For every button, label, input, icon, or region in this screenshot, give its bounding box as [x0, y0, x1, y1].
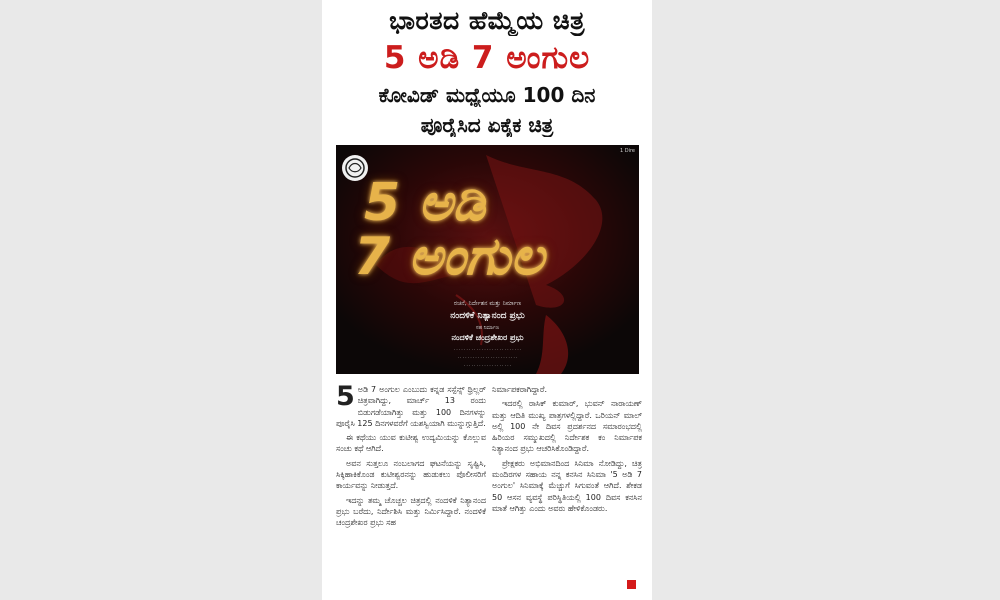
article-paragraph: 5 ಅಡಿ 7 ಅಂಗುಲ ಎಂಬುದು ಕನ್ನಡ ಸಸ್ಪೆನ್ಸ್ ಥ್ರಿಲ್ಲರ್ ಚಿತ್ರವಾಗಿದ್ದು, ಮಾರ್ಚ್ 13 ರಂದು ಬಿಡುಗಡೆಯಾಗಿತ್ತು ಮತ್ತು 100 ದಿನಗಳನ್ನು ಪೂರೈಸಿ 125 ದಿನಗಳವರೆಗೆ ಯಶಸ್ವಿಯಾಗಿ ಮುನ್ನುಗ್ಗುತ್ತಿದೆ. [336, 381, 486, 428]
headline-subtitle-line1: ಕೋವಿಡ್ ಮಧ್ಯೆಯೂ 100 ದಿನ [378, 83, 596, 107]
headline-title: 5 ಅಡಿ 7 ಅಂಗುಲ [383, 40, 591, 76]
drop-cap: 5 [336, 381, 355, 412]
poster-coproducer-name: ನಂದಳಿಕೆ ಚಂದ್ರಶೇಖರ ಪ್ರಭು [451, 333, 524, 342]
poster-coproducer-label: ಸಹ ನಿರ್ಮಾಣ [475, 325, 500, 331]
article-paragraph: ಅವನ ಸುತ್ತಲೂ ನಂಬಲಾಗದ ಘಟನೆಯನ್ನು ಸೃಷ್ಟಿಸಿ, ಸಿಕ್ಕಿಹಾಕಿಕೊಂಡ ಕುಟೀಶ್ವರನನ್ನು ಹುಡುಕಲು ಪೊಲೀಸರಿಗೆ ಕಾರ್ಯವನ್ನು ನೀಡುತ್ತದೆ. [336, 458, 486, 491]
article-paragraph: ನಿರ್ಮಾಪಕರಾಗಿದ್ದಾರೆ. [492, 385, 547, 394]
article-end-mark [627, 580, 636, 589]
poster-corner-text: 1 Dire [619, 148, 635, 154]
poster-fine-credits: · · · · · · · · · · · · · · · · · · · · · · · · [457, 355, 518, 360]
article-column-left [336, 381, 486, 532]
article-paragraph: ಪ್ರೇಕ್ಷಕರು ಅಭಿಮಾನದಿಂದ ಸಿನಿಮಾ ನೋಡಿದ್ದು, ಚಿತ್ರ ಮಂದಿರಗಳ ಸಹಾಯ ನನ್ನ ಕನಸಿನ ಸಿನಿಮಾ '5 ಅಡಿ 7 ಅಂಗುಲ' ಸಿನಿಮಾಕ್ಕೆ ಮೆಚ್ಚುಗೆ ಸಿಗುವಂತೆ ಆಗಿದೆ. ಶೇಕಡ 50 ಆಸನ ವ್ಯವಸ್ಥೆ ಪರಿಸ್ಥಿತಿಯಲ್ಲಿ 100 ದಿವಸ ಕನಸಿನ ಮಾತೆ ಆಗಿತ್ತು ಎಂದು ಅವರು ಹೇಳಿಕೊಂಡರು. [492, 458, 642, 513]
poster-fine-credits: · · · · · · · · · · · · · · · · · · · · · · · · · · · [453, 347, 522, 352]
poster-director-name: ನಂದಳಿಕೆ ನಿತ್ಯಾನಂದ ಪ್ರಭು [450, 311, 525, 321]
movie-poster-image [336, 145, 639, 374]
poster-title-line2: 7 ಅಂಗುಲ [354, 227, 544, 287]
headline-subtitle-line2: ಪೂರೈಸಿದ ಏಕೈಕ ಚಿತ್ರ [420, 113, 554, 137]
article-column-right [492, 384, 642, 517]
poster-title-line1: 5 ಅಡಿ [364, 173, 486, 233]
article-paragraph: ಇದರಲ್ಲಿ ರಾಸಿಕ್ ಕುಮಾರ್, ಭುವನ್ ನಾರಾಯಣ್ ಮತ್ತು ಆದಿತಿ ಮುಖ್ಯ ಪಾತ್ರಗಳಲ್ಲಿದ್ದಾರೆ. ಒರಿಯನ್ ಮಾಲ್ ಅಲ್ಲಿ 100 ನೇ ದಿವಸ ಪ್ರದರ್ಶನದ ಸಮಾರಂಭದಲ್ಲಿ ಹಿರಿಯರ ಸಮ್ಮುಖದಲ್ಲಿ ನಿರ್ದೇಶಕ ಕಂ ನಿರ್ಮಾಪಕ ನಿತ್ಯಾನಂದ ಪ್ರಭು ಆಚರಿಸಿಕೊಂಡಿದ್ದಾರೆ. [492, 399, 642, 454]
newspaper-clipping [322, 0, 652, 600]
article-paragraph: ಇದನ್ನು ತಮ್ಮ ಚೊಚ್ಚಲ ಚಿತ್ರದಲ್ಲಿ ನಂದಳಿಕೆ ನಿತ್ಯಾನಂದ ಪ್ರಭು ಬರೆದು, ನಿರ್ದೇಶಿಸಿ ಮತ್ತು ನಿರ್ಮಿಸಿದ್ದಾರೆ. ನಂದಳಿಕೆ ಚಂದ್ರಶೇಖರ ಪ್ರಭು ಸಹ [336, 495, 486, 528]
poster-fine-credits: · · · · · · · · · · · · · · · · · · · [463, 363, 512, 368]
poster-credit-label: ರಚನೆ, ನಿರ್ದೇಶನ ಮತ್ತು ನಿರ್ಮಾಣ [453, 300, 522, 307]
article-paragraph: ಈ ಕಥೆಯು ಯುವ ಕುಟೀಶ್ವ ಉದ್ಯಮಿಯನ್ನು ಕೊಲ್ಲುವ ಸಂಚು ಕಥೆ ಆಗಿದೆ. [336, 433, 486, 454]
headline-kicker: ಭಾರತದ ಹೆಮ್ಮೆಯ ಚಿತ್ರ [389, 6, 585, 35]
